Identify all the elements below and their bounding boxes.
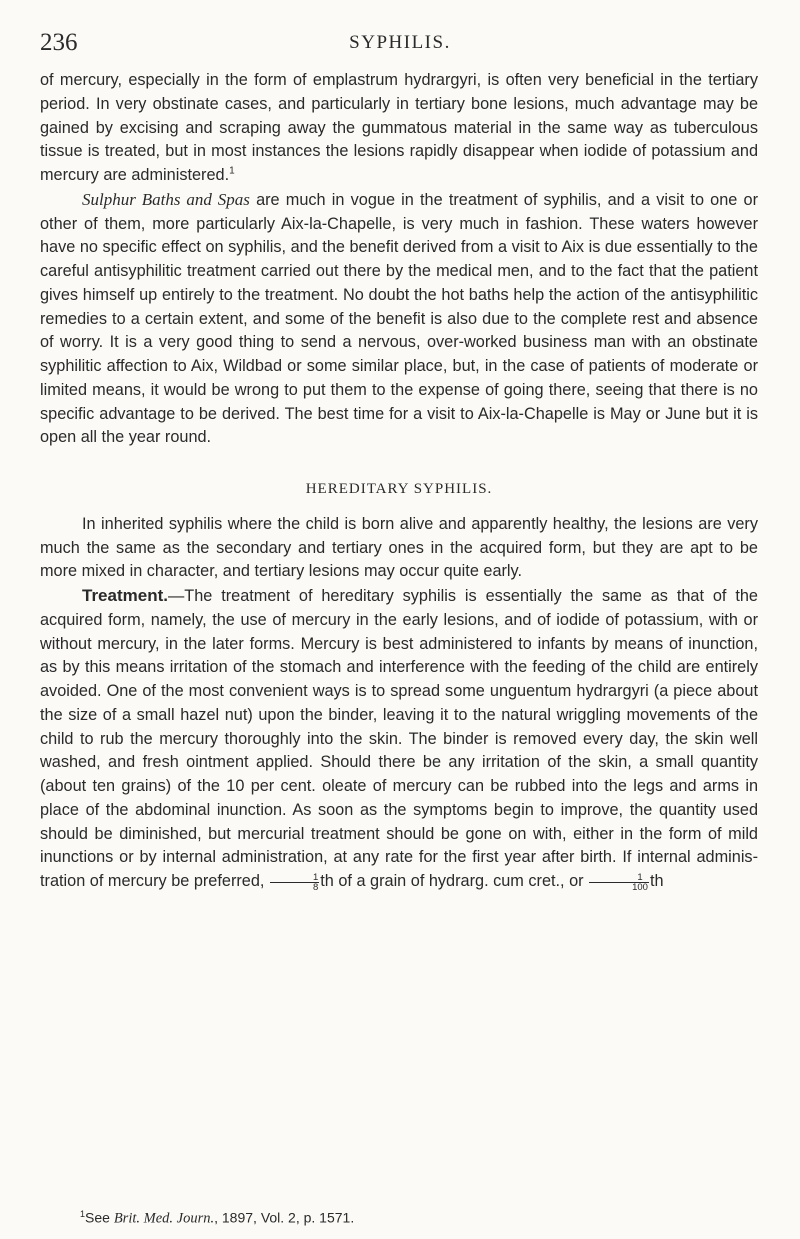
footnote-journal: Brit. Med. Journ. <box>113 1210 215 1227</box>
paragraph-text: of mercury, especially in the form of emplastrum hydrargyri, is often very beneficial in the tertiary period. In very obstinate cases, and particularly in tertiary bone lesions, much advantage may be gained by excising and scraping away the gummatous material in the same way as tuberculous tissue is treated, but in most instances the lesions rapidly disappear when iodide of potassium and mercury are administered. <box>40 71 758 184</box>
paragraph-treatment <box>40 584 758 894</box>
footnote-marker: 1 <box>80 1209 86 1219</box>
fraction-one-eighth <box>270 873 319 892</box>
run-in-heading: Treatment. <box>82 586 168 605</box>
fraction-numerator: 1 <box>589 873 649 883</box>
paragraph-inherited-syphilis: In inherited syphilis where the child is born alive and apparently healthy, the lesions are very much the same as the secondary and tertiary ones in the acquired form, but they are apt to be more mixed in character, and tertiary lesions may occur quite early. <box>40 514 758 581</box>
footnote-details: , 1897, Vol. 2, p. 1571. <box>214 1209 355 1226</box>
fraction-denominator: 8 <box>312 882 319 893</box>
paragraph-text: —The treatment of hereditary syphilis is essentially the same as that of the acquired form, namely, the use of mercury in the early lesions, and of iodide of potassium, with or without mercury, in the later forms. Mercury is best administered to infants by means of inunction, as by this means irritation of the stomach and interference with the feeding of the child are entirely avoided. One of the most convenient ways is to spread some unguentum hydrargyri (a piece about the size of a small hazel nut) upon the binder, leaving it to the natural wriggling movements of the child to rub the mercury thoroughly into the skin. The binder is removed every day, the skin well washed, and fresh ointment applied. Should there be any irritation of the skin, a small quantity (about ten grains) of the 10 per cent. oleate of mercury can be rubbed into the legs and arms in place of the abdominal inunction. As soon as the symptoms begin to improve, the quantity used should be diminished, but mercurial treatment should be gone on with, either in the form of mild inunctions or by internal administration, at any rate for the first year after birth. If internal adminis-tration of mercury be preferred, <box>40 587 758 890</box>
fraction-one-hundredth <box>589 873 649 892</box>
paragraph-continued <box>40 69 758 188</box>
page-number: 236 <box>40 29 78 56</box>
paragraph-text: are much in vogue in the treatment of syphilis, and a visit to one or other of them, more particularly Aix-la-Chapelle, is very much in fashion. These waters however have no specific effect on syphilis, and the benefit derived from a visit to Aix is due essentially to the careful antisyphilitic treatment carried out there by the medical men, and to the fact that the patient gives himself up entirely to the treatment. No doubt the hot baths help the action of the antisyphilitic remedies to a certain extent, and some of the benefit is also due to the complete rest and absence of worry. It is a very good thing to send a nervous, over-worked business man with an obstinate syphilitic affection to Aix, Wildbad or some similar place, but, in the case of patients of moderate or limited means, it would be wrong to put them to the expense of going there, seeing that there is no specific advantage to be derived. The best time for a visit to Aix-la-Chapelle is May or June but it is open all the year round. <box>40 190 758 447</box>
body-text <box>40 69 758 894</box>
section-heading: HEREDITARY SYPHILIS. <box>305 481 493 497</box>
paragraph-sulphur-baths <box>40 188 758 450</box>
footnote-prefix: See <box>85 1209 114 1226</box>
running-title: SYPHILIS. <box>349 32 451 53</box>
paragraph-lead-italic: Sulphur Baths and Spas <box>82 189 250 209</box>
fraction-denominator: 100 <box>632 882 648 893</box>
paragraph-text: th of a grain of hydrarg. cum cret., or <box>320 872 589 890</box>
footnote <box>80 1205 760 1228</box>
fraction-numerator: 1 <box>270 873 319 883</box>
running-head <box>40 30 760 56</box>
footnote-reference: 1 <box>229 165 235 177</box>
paragraph-text: th <box>649 872 664 890</box>
